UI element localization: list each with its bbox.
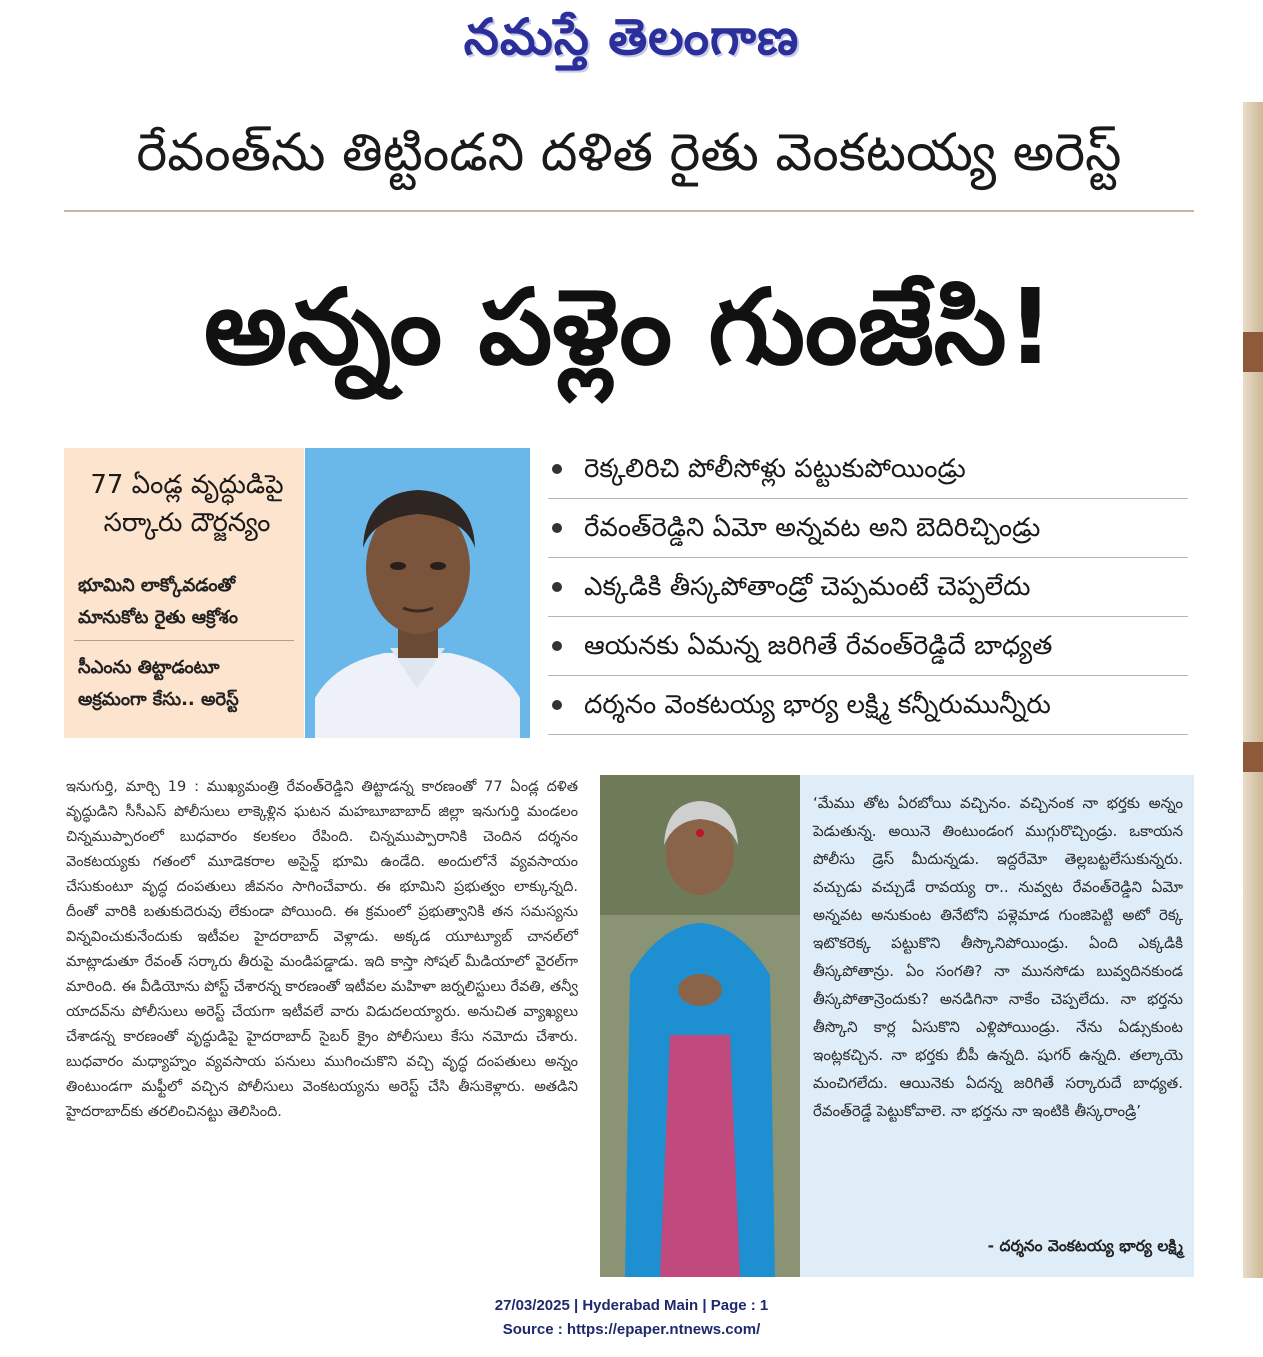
masthead [0, 8, 1263, 78]
masthead-title: నమస్తే తెలంగాణ [463, 8, 800, 66]
bullet-icon [552, 464, 562, 474]
key-point [548, 558, 1188, 617]
sidebar-sub2-line2: అక్రమంగా కేసు.. అరెస్ట్ [78, 689, 239, 710]
bullet-icon [552, 523, 562, 533]
bullet-icon [552, 582, 562, 592]
sidebar-sub1 [78, 570, 298, 634]
farmer-photo [305, 448, 530, 738]
key-point [548, 440, 1188, 499]
sidebar-sub2 [78, 652, 298, 716]
key-point [548, 617, 1188, 676]
key-point-text: రేవంత్‌రెడ్డిని ఏమో అన్నవట అని బెదిరిచ్చిండ్రు [584, 513, 1041, 543]
headline-divider [64, 210, 1194, 212]
sidebar-summary-box [64, 448, 304, 738]
farmer-portrait-icon [305, 448, 530, 738]
woman-portrait-icon [600, 775, 800, 1277]
key-points-list [548, 440, 1188, 735]
quote-text: ‘మేము తోట ఏరబోయి వచ్చినం. వచ్చినంక నా భర్తకు అన్నం పెడుతున్న. అయినె తింటుండంగ ముగ్గురొచ్చిండ్రు. ఒకాయన పోలీసు డ్రెస్ మీదున్నడు. ఇద్దరేమో తెల్లబట్టలేసుకున్నరు. వచ్చుడు వచ్చుడే రావయ్య రా.. నువ్వట రేవంత్‌రెడ్డిని ఏమో అన్నవట అనుకుంట తినేటోని పళ్లెమాడ గుంజిపెట్టి అటో రెక్క ఇటొకరెక్క పట్టుకొని తీస్కొనిపోయిండ్రు. ఏంది ఎక్కడికి తీస్కపోతాన్రు. ఏం సంగతి? నా మునసోడు బువ్వదినకుండ తీస్కపోతాన్రెందుకు? అనడిగినా నాకేం చెప్పలేదు. నా భర్తను తీస్కొని కార్ల ఏసుకొని ఎళ్లిపోయిండ్రు. నేను ఏడ్సుకుంట ఇంట్లకచ్చిన. నా భర్తకు బీపీ ఉన్నది. షుగర్ ఉన్నది. తల్కాయె మంచిగలేదు. ఆయినెకు ఏదన్న జరిగితే సర్కారుదే బాధ్యత. రేవంత్‌రెడ్డే పెట్టుకోవాలె. నా భర్తను నా ఇంటికి తీస్కరాండ్రి’ [813, 794, 1183, 1120]
sidebar-title [74, 466, 300, 542]
sidebar-divider [74, 640, 294, 641]
quote-attribution: - దర్శనం వెంకటయ్య భార్య లక్ష్మి [987, 1237, 1183, 1255]
adjacent-page-edge [1243, 102, 1263, 1278]
footer-edition: 27/03/2025 | Hyderabad Main | Page : 1 [494, 1297, 769, 1314]
key-point-text: ఎక్కడికి తీస్కపోతాండ్రో చెప్పమంటే చెప్పలేదు [584, 572, 1031, 602]
wife-photo [600, 775, 800, 1277]
sidebar-title-line1: 77 ఏండ్ల వృద్ధుడిపై [90, 470, 284, 500]
key-point-text: దర్శనం వెంకటయ్య భార్య లక్ష్మి కన్నీరుమున్నీరు [584, 690, 1051, 720]
kicker-headline: రేవంత్‌ను తిట్టిండని దళిత రైతు వెంకటయ్య అరెస్ట్ [136, 123, 1122, 183]
sidebar-sub1-line1: భూమిని లాక్కోవడంతో [78, 575, 236, 596]
article-body: ఇనుగుర్తి, మార్చి 19 : ముఖ్యమంత్రి రేవంత్‌రెడ్డిని తిట్టాడన్న కారణంతో 77 ఏండ్ల దళిత వృద్ధుడిని సీసీఎస్ పోలీసులు లాక్కెళ్లిన ఘటన మహబూబాబాద్ జిల్లా ఇనుగుర్తి మండలం చిన్నముప్పారంలో బుధవారం కలకలం రేపింది. చిన్నముప్పారానికి చెందిన దర్శనం వెంకటయ్యకు గతంలో మూడెకరాల అసైన్డ్ భూమి ఉండేది. అందులోనే వ్యవసాయం చేసుకుంటూ వృద్ధ దంపతులు జీవనం సాగించేవారు. ఈ భూమిని ప్రభుత్వం లాక్కున్నది. దీంతో వారికి బతుకుదెరువు లేకుండా పోయింది. ఈ క్రమంలో ప్రభుత్వానికి తన సమస్యను విన్నవించుకునేందుకు ఇటీవల హైదరాబాద్ వెళ్లాడు. అక్కడ యూట్యూబ్ చానల్‌లో మాట్లాడుతూ రేవంత్ సర్కారు తీరుపై మండిపడ్డాడు. ఇది కాస్తా సోషల్ మీడియాలో వైరల్‌గా మారింది. ఈ వీడియోను పోస్ట్ చేశారన్న కారణంతో ఇటీవల మహిళా జర్నలిస్టులు రేవతి, తన్వీ యాదవ్‌ను పోలీసులు అరెస్ట్ చేయగా ఇటీవలే వారు విడుదలయ్యారు. అనుచిత వ్యాఖ్యలు చేశాడన్న కారణంతో వృద్ధుడిపై హైదరాబాద్ సైబర్ క్రైం పోలీసులు కేసు నమోదు చేశారు. బుధవారం మధ్యాహ్నం వ్యవసాయ పనులు ముగించుకొని వచ్చి వృద్ధ దంపతులు అన్నం తింటుండగా మఫ్టీలో వచ్చిన పోలీసులు వెంకటయ్యను అరెస్ట్ చేసి తీసుకెళ్లారు. అతడిని హైదరాబాద్‌కు తరలించినట్టు తెలిసింది. [66, 779, 578, 1120]
bullet-icon [552, 641, 562, 651]
page-footer [0, 1294, 1263, 1342]
main-headline: అన్నం పళ్లెం గుంజేసి! [203, 266, 1055, 388]
bullet-icon [552, 700, 562, 710]
quote-box [600, 775, 1194, 1277]
key-point-text: ఆయనకు ఏమన్న జరిగితే రేవంత్‌రెడ్డిదే బాధ్యత [584, 631, 1053, 661]
footer-source: Source : https://epaper.ntnews.com/ [502, 1321, 761, 1338]
key-point [548, 676, 1188, 735]
key-point-text: రెక్కలిరిచి పోలీసోళ్లు పట్టుకుపోయిండ్రు [584, 454, 966, 484]
key-point [548, 499, 1188, 558]
sidebar-sub1-line2: మానుకోట రైతు ఆక్రోశం [78, 607, 238, 628]
sidebar-sub2-line1: సీఎంను తిట్టాడంటూ [78, 657, 220, 678]
sidebar-title-line2: సర్కారు దౌర్జన్యం [103, 508, 271, 538]
